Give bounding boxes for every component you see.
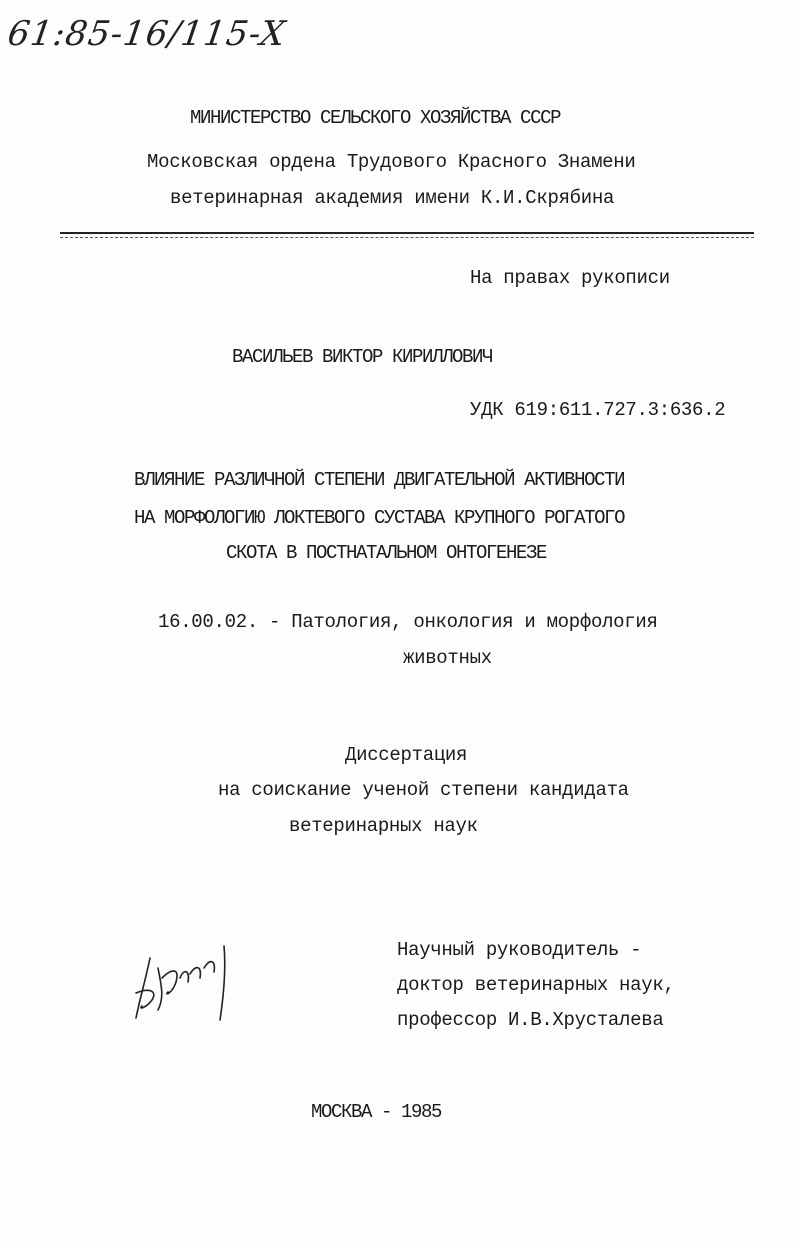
specialty-line-1: 16.00.02. - Патология, онкология и морфология: [158, 611, 658, 633]
degree-line-1: Диссертация: [345, 744, 468, 766]
city-year: МОСКВА - 1985: [311, 1101, 442, 1123]
academy-line-1: Московская ордена Трудового Красного Знамени: [147, 151, 636, 173]
supervisor-line-3: профессор И.В.Хрусталева: [397, 1009, 664, 1031]
manuscript-rights: На правах рукописи: [470, 267, 670, 289]
academy-line-2: ветеринарная академия имени К.И.Скрябина: [170, 187, 615, 209]
header-divider: [60, 232, 754, 236]
archive-mark: 61:85-16/115-X: [5, 14, 289, 54]
title-line-2: НА МОРФОЛОГИЮ ЛОКТЕВОГО СУСТАВА КРУПНОГО РОГАТОГО: [134, 507, 625, 529]
degree-line-3: ветеринарных наук: [289, 815, 478, 837]
signature: [128, 938, 238, 1028]
udc-code: УДК 619:611.727.3:636.2: [470, 399, 726, 421]
author-name: ВАСИЛЬЕВ ВИКТОР КИРИЛЛОВИЧ: [232, 346, 493, 368]
title-line-1: ВЛИЯНИЕ РАЗЛИЧНОЙ СТЕПЕНИ ДВИГАТЕЛЬНОЙ АКТИВНОСТИ: [134, 469, 625, 491]
ministry-heading: МИНИСТЕРСТВО СЕЛЬСКОГО ХОЗЯЙСТВА СССР: [190, 107, 561, 129]
supervisor-line-2: доктор ветеринарных наук,: [397, 974, 675, 996]
degree-line-2: на соискание ученой степени кандидата: [218, 779, 629, 801]
specialty-line-2: животных: [403, 647, 492, 669]
supervisor-line-1: Научный руководитель -: [397, 939, 642, 961]
title-line-3: СКОТА В ПОСТНАТАЛЬНОМ ОНТОГЕНЕЗЕ: [226, 542, 547, 564]
